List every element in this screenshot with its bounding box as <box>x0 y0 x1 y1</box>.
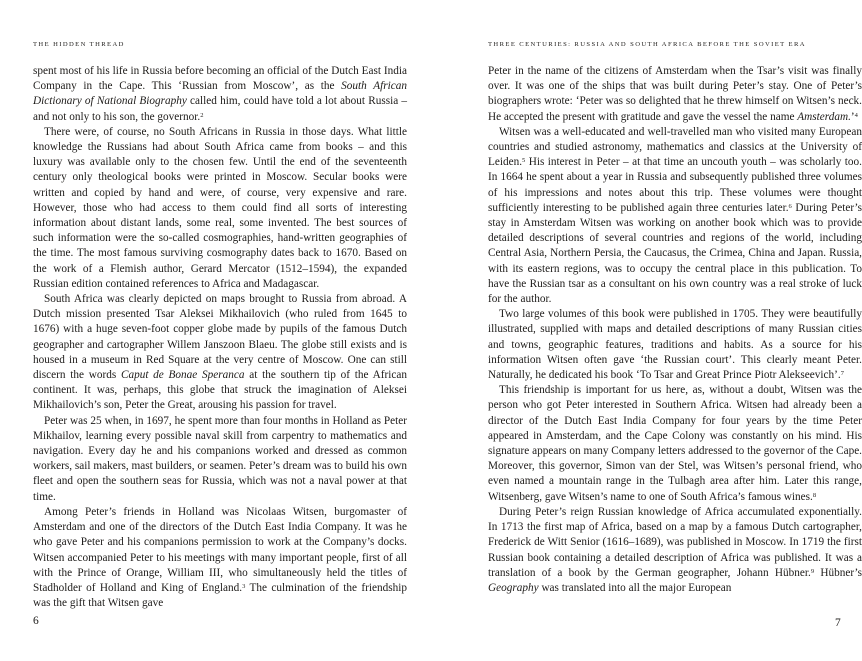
paragraph: During Peter’s reign Russian knowledge of Africa accumulated exponentially. In 1713 the first map of Africa, based on a map by a famous Dutch cartographer, Frederick de Witt Senior (1616–1689), was published in Moscow. In 1719 the first Russian book containing a detailed description of Africa was published. It was a translation of a book by the German geographer, Johann Hübner.$^9$ Hübner’s Geography was translated into all the major European <box>488 505 862 594</box>
page-number-right: 7 <box>835 617 841 629</box>
page-number-left: 6 <box>33 615 39 627</box>
paragraph: This friendship is important for us here, as, without a doubt, Witsen was the person who got Peter interested in Southern Africa. Witsen had already been a director of the Dutch East India Company for four years by the time Peter appeared in Amsterdam, and the Cape Colony was constantly on his mind. His signature appears on many Company letters addressed to the governor of the Cape. Moreover, this governor, Simon van der Stel, was Witsen’s personal friend, who even named a mountain range in the Tulbagh area after him. Later this range, Witsenberg, gave Witsen’s name to one of South Africa’s famous wines.$^8$ <box>488 384 862 503</box>
left-page-body <box>33 64 407 611</box>
paragraph: Peter was 25 when, in 1697, he spent more than four months in Holland as Peter Mikhailov, learning every possible naval skill from carpentry to mathematics and navigation. Every day he and his companions worked and dressed as common workers, sail makers, mast builders, or seamen. Peter’s dream was to build his own fleet and open the southern seas for Russia, which was not a naval power at that time. <box>33 414 407 503</box>
footnote-marker[interactable]: 7 <box>840 370 844 378</box>
paragraph: Among Peter’s friends in Holland was Nicolaas Witsen, burgomaster of Amsterdam and one of the directors of the Dutch East India Company. It was he who gave Peter and his companions permission to work at the Company’s docks. Witsen accompanied Peter to his meetings with many important people, first of all with the Prince of Orange, William III, who simultaneously held the titles of Stadholder of Holland and King of England.$^3$ The culmination of the friendship was the gift that Witsen gave <box>33 505 407 610</box>
footnote-marker[interactable]: 2 <box>200 111 204 119</box>
paragraph: Two large volumes of this book were published in 1705. They were beautifully illustrated, supplied with maps and detailed descriptions of many Russian cities and towns, geographic features, traditions and habits. As a source for his information Witsen often gave ‘the Russian court’. This clearly meant Peter. Naturally, he dedicated his book ‘To Tsar and Great Prince Piotr Alekseevich’.$^7$ <box>488 308 862 382</box>
paragraph: spent most of his life in Russia before becoming an official of the Dutch East India Company in the Cape. This ‘Russian from Moscow’, as the South African Dictionary of National Biography called him, could have told a lot about Russia – and not only to his son, the governor.$^2$ <box>33 65 407 123</box>
footnote-marker[interactable]: 3 <box>242 582 246 590</box>
paragraph: South Africa was clearly depicted on maps brought to Russia from abroad. A Dutch mission presented Tsar Aleksei Mikhailovich (who ruled from 1645 to 1676) with a huge seven-foot copper globe made by pupils of the famous Dutch geographer and cartographer Willem Janszoon Blaeu. The globe still exists and is housed in a museum in Red Square at the very centre of Moscow. One can still discern the words Caput de Bonae Speranca at the southern tip of the African continent. It was, perhaps, this globe that struck the imagination of Aleksei Mikhailovich’s son, Peter the Great, arousing his passion for travel. <box>33 293 407 412</box>
footnote-marker[interactable]: 5 <box>522 157 526 165</box>
running-head-right: THREE CENTURIES: RUSSIA AND SOUTH AFRICA BEFORE THE SOVIET ERA <box>488 41 806 48</box>
paragraph: There were, of course, no South Africans in Russia in those days. What little knowledge the Russians had about South Africa came from books – and this luxury was available only to the chosen few. Until the end of the seventeenth century only theological books were printed in Moscow. Secular books were written and copied by hand and were, of course, very expensive and rare. However, those who had access to them could find all sorts of interesting information about distant lands, some real, some invented. The best sources of such information were the so-called cosmographies, hand-written geographies of the time. The most famous surviving cosmography dates back to 1670. Based on the work of a Flemish author, Gerard Mercator (1512–1594), the expanded Russian edition contained references to Africa and Madagascar. <box>33 125 407 290</box>
running-head-left: THE HIDDEN THREAD <box>33 41 125 48</box>
footnote-marker[interactable]: 8 <box>812 491 817 499</box>
footnote-marker[interactable]: 9 <box>810 567 815 575</box>
footnote-marker[interactable]: 4 <box>854 111 858 119</box>
footnote-marker[interactable]: 6 <box>788 202 792 210</box>
right-page-body <box>488 64 862 596</box>
paragraph: Witsen was a well-educated and well-travelled man who visited many European countries and studied astronomy, mathematics and classics at the University of Leiden.$^5$ His interest in Peter – at that time an uncouth youth – was scholarly too. In 1664 he spent about a year in Russia and subsequently published three volumes of his impressions and notes about this trip. These volumes were thought sufficiently interesting to be published again three centuries later.$^6$ During Peter’s stay in Amsterdam Witsen was working on another book which was to provide detailed descriptions of several countries and regions of the world, including Central Asia, Northern Persia, the Caucasus, the Crimea, China and Japan. Russia, with its eastern regions, was to occupy the central place in this publication. To have the Russian tsar as a consultant on his own country was a real stroke of luck for the author. <box>488 125 862 306</box>
right-page <box>431 0 862 661</box>
paragraph: Peter in the name of the citizens of Amsterdam when the Tsar’s visit was finally over. It was one of the ships that was built during Peter’s stay. One of Peter’s biographers wrote: ‘Peter was so delighted that he threw himself on Witsen’s neck. He accepted the present with gratitude and gave the vessel the name Amsterdam.’$^4$ <box>488 65 862 123</box>
